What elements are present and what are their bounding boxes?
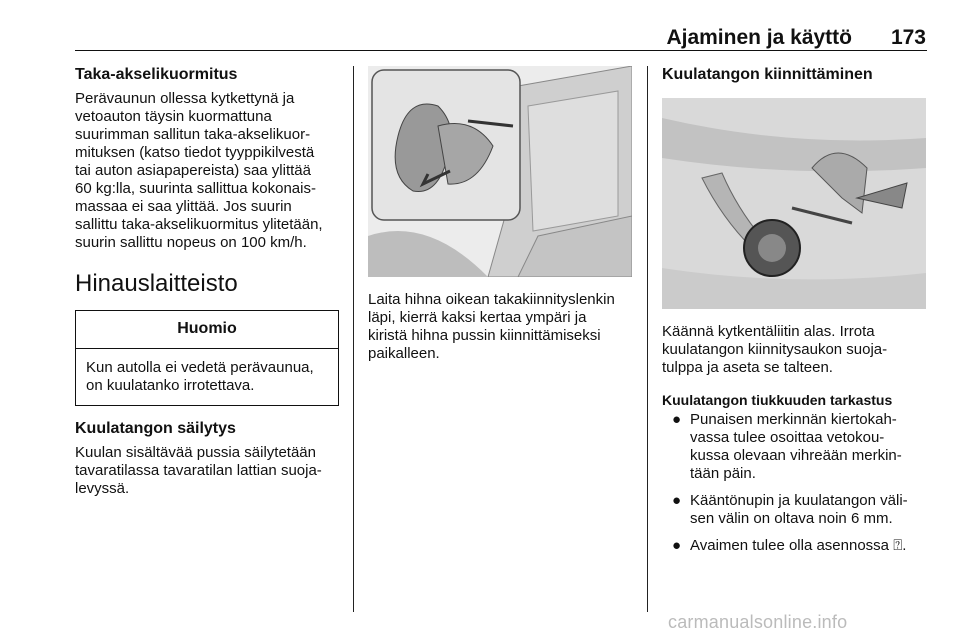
bullet-icon: ● <box>672 537 682 554</box>
storage-heading: Kuulatangon säilytys <box>75 420 236 437</box>
storage-paragraph: Kuulan sisältävää pussia säilytetään tavaratilassa tavaratilan lattian suoja- levyssä. <box>75 444 322 497</box>
header-title: Ajaminen ja käyttö <box>666 26 852 49</box>
check-heading: Kuulatangon tiukkuuden tarkastus <box>662 392 893 408</box>
list-item-text: Punaisen merkinnän kiertokah- vassa tulee osoittaa vetokou- kussa olevaan vihreään merkin- tään päin. <box>690 411 902 482</box>
list-item <box>662 411 928 483</box>
rear-axle-load-paragraph: Perävaunun ollessa kytkettynä ja vetoauton täysin kuormattuna suurimman sallitun taka-akselikuor- mituksen (katso tiedot tyyppikilvestä tai auton asiapapereista) saa ylittää 60 kg:lla, suurinta sallittua kokonais- massaa ei saa ylittää. Jos suurin sallittu taka-akselikuormitus ylitetään, suurin sallittu nopeus on 100 km/h. <box>75 90 323 251</box>
check-list <box>662 411 928 555</box>
mounting-heading: Kuulatangon kiinnittäminen <box>662 66 873 83</box>
bullet-icon: ● <box>672 492 682 509</box>
header-rule <box>75 50 927 51</box>
column-2 <box>368 66 634 363</box>
column-divider <box>353 66 354 612</box>
trunk-illustration-svg <box>368 66 632 277</box>
tow-bar-mount-illustration <box>662 98 926 309</box>
column-divider <box>647 66 648 612</box>
bullet-icon: ● <box>672 411 682 428</box>
note-box <box>75 310 339 406</box>
towing-equipment-title: Hinauslaitteisto <box>75 270 238 297</box>
mount-illustration-svg <box>662 98 926 309</box>
trunk-bag-illustration <box>368 66 632 277</box>
mounting-paragraph: Käännä kytkentäliitin alas. Irrota kuulatangon kiinnitysaukon suoja- tulppa ja aseta se talteen. <box>662 323 888 376</box>
column-3 <box>662 66 928 564</box>
strap-paragraph: Laita hihna oikean takakiinnityslenkin läpi, kierrä kaksi kertaa ympäri ja kiristä hihna pussin kiinnittämiseksi paikalleen. <box>368 291 615 362</box>
list-item-text: Kääntönupin ja kuulatangon väli- sen välin on oltava noin 6 mm. <box>690 492 908 527</box>
rear-axle-load-heading: Taka-akselikuormitus <box>75 66 238 83</box>
note-text: Kun autolla ei vedetä perävaunua, on kuulatanko irrotettava. <box>86 359 314 394</box>
note-title: Huomio <box>76 311 338 349</box>
list-item <box>662 537 928 555</box>
list-item <box>662 492 928 528</box>
column-1 <box>75 66 341 498</box>
page-number: 173 <box>890 26 926 49</box>
watermark: carmanualsonline.info <box>668 612 848 632</box>
list-item-text: Avaimen tulee olla asennossa ⍰. <box>690 537 907 554</box>
